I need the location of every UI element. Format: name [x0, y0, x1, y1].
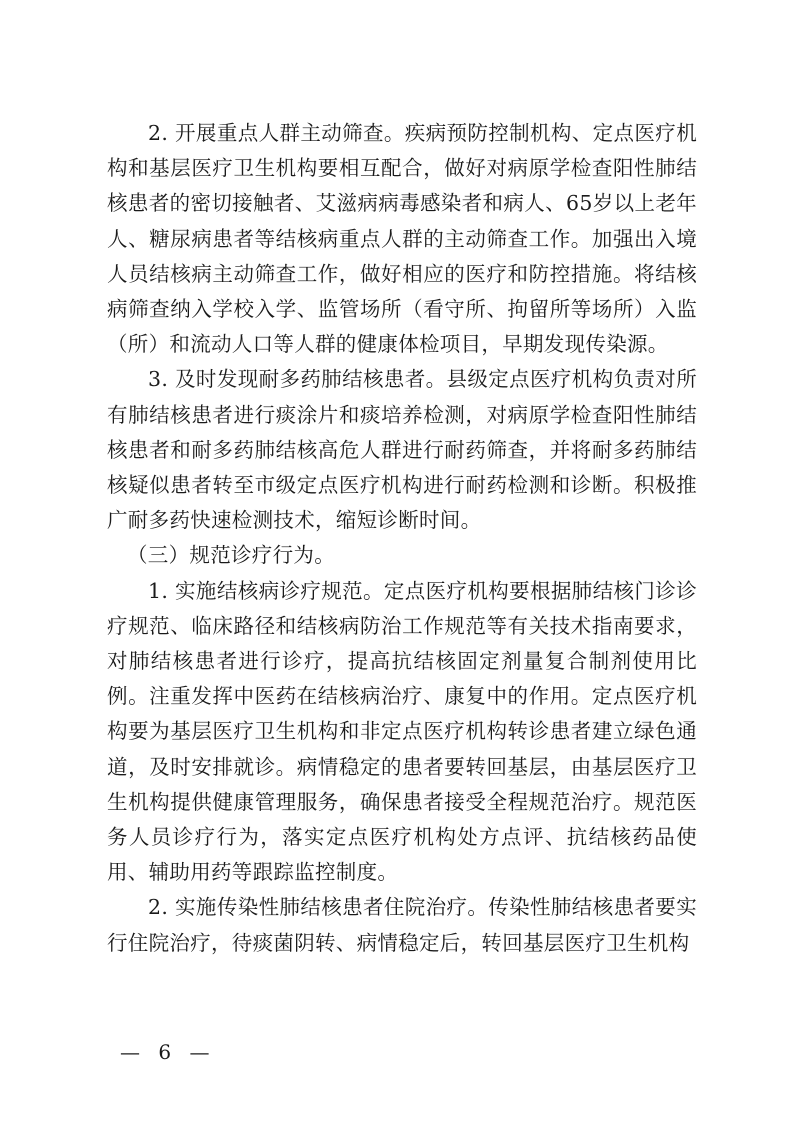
paragraph-key-population-screening: 2. 开展重点人群主动筛查。疾病预防控制机构、定点医疗机构和基层医疗卫生机构要相互配合，做好对病原学检查阳性肺结核患者的密切接触者、艾滋病病毒感染者和病人、65岁以上老年人、糖尿病患者等结核病重点人群的主动筛查工作。加强出入境人员结核病主动筛查工作，做好相应的医疗和防控措施。将结核病筛查纳入学校入学、监管场所（看守所、拘留所等场所）入监（所）和流动人口等人群的健康体检项目，早期发现传染源。 [107, 121, 697, 357]
paragraph-mdr-tb-detection: 3. 及时发现耐多药肺结核患者。县级定点医疗机构负责对所有肺结核患者进行痰涂片和痰培养检测，对病原学检查阳性肺结核患者和耐多药肺结核高危人群进行耐药筛查，并将耐多药肺结核疑似患者转至市级定点医疗机构进行耐药检测和诊断。积极推广耐多药快速检测技术，缩短诊断时间。 [107, 367, 697, 533]
paragraph-inpatient-treatment: 2. 实施传染性肺结核患者住院治疗。传染性肺结核患者要实行住院治疗，待痰菌阴转、病情稳定后，转回基层医疗卫生机构 [107, 895, 697, 955]
page-number: — 6 — [120, 1040, 216, 1064]
document-body [107, 116, 697, 961]
paragraph-treatment-standards: 1. 实施结核病诊疗规范。定点医疗机构要根据肺结核门诊诊疗规范、临床路径和结核病防治工作规范等有关技术指南要求，对肺结核患者进行诊疗，提高抗结核固定剂量复合制剂使用比例。注重发挥中医药在结核病治疗、康复中的作用。定点医疗机构要为基层医疗卫生机构和非定点医疗机构转诊患者建立绿色通道，及时安排就诊。病情稳定的患者要转回基层，由基层医疗卫生机构提供健康管理服务，确保患者接受全程规范治疗。规范医务人员诊疗行为，落实定点医疗机构处方点评、抗结核药品使用、辅助用药等跟踪监控制度。 [107, 578, 697, 885]
section-heading: （三）规范诊疗行为。 [127, 543, 335, 568]
